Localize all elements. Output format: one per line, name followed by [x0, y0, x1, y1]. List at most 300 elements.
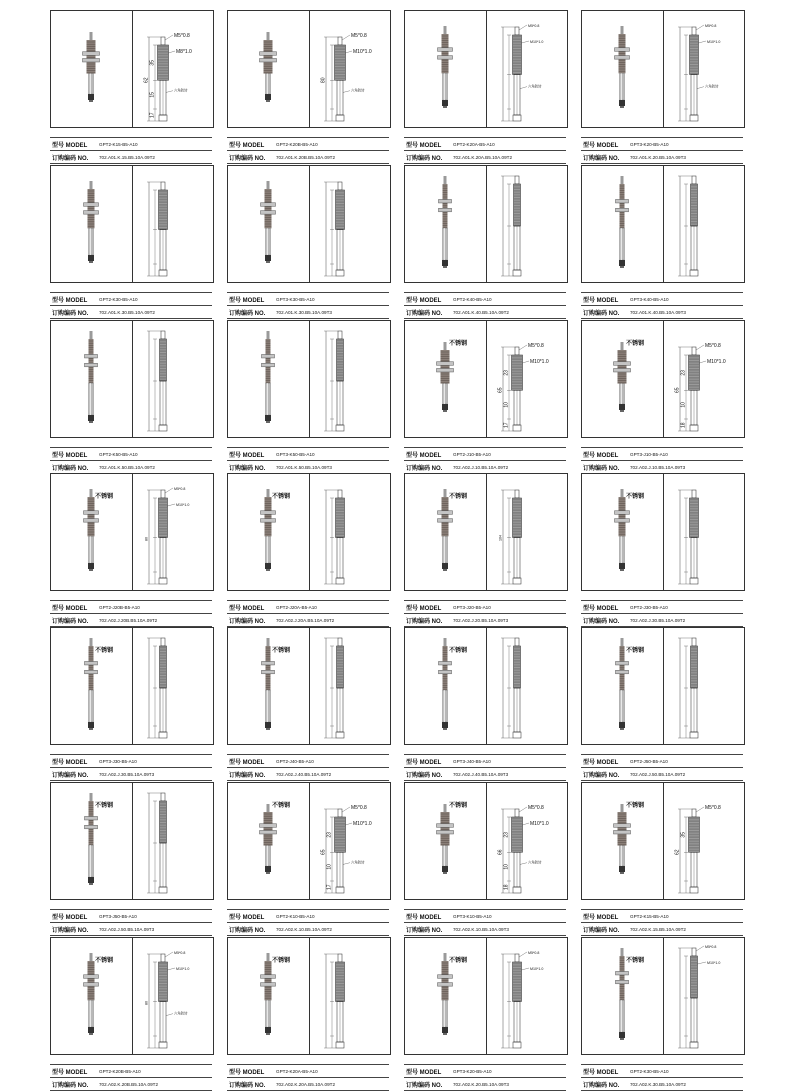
order-label: 订购编码 NO. [229, 927, 266, 934]
model-label: 型号 MODEL [52, 914, 88, 921]
probe-photo-panel [405, 783, 486, 899]
probe-photo [85, 331, 98, 423]
order-label: 订购编码 NO. [406, 618, 443, 625]
technical-drawing [324, 638, 344, 738]
technical-drawing [675, 805, 722, 893]
tip-thread-label: M5*0.8 [705, 24, 717, 28]
order-value: 702.A01.K.20.B5.10A.09T3 [630, 154, 686, 160]
order-number-row [581, 614, 743, 627]
model-value: GPT2-J30-B5-A10 [630, 604, 668, 610]
model-value: GPT3-J30-B5-A10 [99, 758, 137, 764]
model-value: GPT2-J40-B5-A10 [276, 758, 314, 764]
probe-photo-panel [405, 474, 486, 590]
technical-drawing [498, 343, 549, 431]
model-row [227, 137, 389, 151]
tip-thread-label: M5*0.8 [528, 805, 544, 811]
model-row [581, 909, 743, 923]
order-label: 订购编码 NO. [52, 1082, 89, 1089]
model-value: GPT2-J10-B5-A10 [453, 451, 491, 457]
model-row [227, 292, 389, 306]
order-value: 702.A01.K.30.B5.10A.09T3 [276, 309, 332, 315]
order-label: 订购编码 NO. [52, 310, 89, 317]
probe-photo-panel [228, 11, 309, 127]
tip-thread-label: M5*0.8 [174, 487, 186, 491]
hex-label: 六角防转 [528, 84, 542, 89]
product-info-table [404, 137, 566, 164]
order-value: 702.A01.K.30.B5.10A.09T2 [99, 309, 155, 315]
order-label: 订购编码 NO. [229, 465, 266, 472]
technical-drawing-panel [133, 783, 213, 899]
material-label: 不锈钢 [95, 648, 114, 654]
probe-photo [615, 489, 630, 571]
total-length-label: 62 [143, 77, 150, 83]
hex-label: 六角防转 [351, 88, 365, 93]
dim-1-label: 23 [503, 370, 510, 376]
technical-drawing-panel [487, 474, 567, 590]
model-label: 型号 MODEL [406, 452, 442, 459]
order-number-row [227, 923, 389, 936]
probe-photo [437, 342, 454, 412]
product-info-table [227, 909, 389, 936]
model-row [227, 1064, 389, 1078]
tip-thread-label: M5*0.8 [705, 805, 721, 811]
dim-3-label: 17 [149, 112, 156, 118]
total-length-label: 65 [497, 387, 504, 393]
probe-photo [439, 176, 452, 268]
probe-photo-panel [405, 166, 486, 282]
order-number-row [227, 768, 389, 781]
dim-1-label: 23 [503, 832, 510, 838]
order-value: 702.A02.J.10.B5.10A.09T2 [453, 464, 509, 470]
order-label: 订购编码 NO. [583, 310, 620, 317]
product-info-table [581, 137, 743, 164]
order-value: 702.A02.K.10.B5.10A.09T2 [276, 926, 332, 932]
product-image-frame [404, 782, 568, 900]
body-thread-label: M10*1.0 [707, 961, 721, 965]
material-label: 不锈钢 [626, 341, 645, 347]
total-length-label: 65 [320, 849, 327, 855]
order-number-row [227, 151, 389, 164]
dim-3-label: 17 [503, 422, 510, 428]
total-length-label: 66 [497, 849, 504, 855]
model-value: GPT3-J20-B5-A10 [453, 604, 491, 610]
probe-photo-panel [582, 783, 663, 899]
order-value: 702.A02.K.10.B5.10A.09T3 [453, 926, 509, 932]
technical-drawing-panel [310, 321, 390, 437]
material-label: 不锈钢 [449, 958, 468, 964]
technical-drawing [321, 805, 372, 893]
probe-photo-panel [51, 783, 132, 899]
probe-photo-panel [51, 11, 132, 127]
probe-photo-panel [51, 628, 132, 744]
technical-drawing-panel [487, 938, 567, 1054]
model-label: 型号 MODEL [229, 452, 265, 459]
tip-thread-label: M5*0.8 [528, 24, 540, 28]
model-row [581, 600, 743, 614]
product-info-table [50, 754, 212, 781]
technical-drawing [147, 793, 167, 893]
product-image-frame [404, 937, 568, 1055]
product-info-table [581, 600, 743, 627]
product-image-frame [227, 165, 391, 283]
order-value: 702.A01.K.40.B5.10A.09T3 [630, 309, 686, 315]
product-info-table [227, 137, 389, 164]
product-image-frame [581, 782, 745, 900]
order-label: 订购编码 NO. [406, 1082, 443, 1089]
model-label: 型号 MODEL [229, 759, 265, 766]
model-row [50, 137, 212, 151]
model-value: GPT3-K20-B5-A10 [453, 1068, 492, 1074]
body-thread-label: M10*1.0 [353, 49, 372, 55]
order-label: 订购编码 NO. [52, 927, 89, 934]
product-info-table [404, 1064, 566, 1091]
product-info-table [581, 909, 743, 936]
tip-thread-label: M5*0.8 [528, 951, 540, 955]
probe-photo-panel [582, 321, 663, 437]
model-value: GPT3-K30-B5-A10 [276, 296, 315, 302]
technical-drawing-panel [664, 166, 744, 282]
technical-drawing [501, 638, 521, 738]
technical-drawing-panel [133, 166, 213, 282]
model-row [50, 292, 212, 306]
order-label: 订购编码 NO. [229, 310, 266, 317]
order-label: 订购编码 NO. [406, 310, 443, 317]
product-image-frame [50, 937, 214, 1055]
model-label: 型号 MODEL [583, 914, 619, 921]
technical-drawing-panel [310, 628, 390, 744]
product-image-frame [404, 10, 568, 128]
model-value: GPT3-K20-B5-A10 [630, 141, 669, 147]
model-label: 型号 MODEL [52, 297, 88, 304]
probe-photo-panel [582, 628, 663, 744]
model-value: GPT3-K50-B5-A10 [276, 451, 315, 457]
material-label: 不锈钢 [95, 494, 114, 500]
order-value: 702.A02.J.10.B5.10A.09T3 [630, 464, 686, 470]
model-label: 型号 MODEL [406, 142, 442, 149]
dim-2-label: 15 [149, 92, 156, 98]
probe-photo-panel [228, 628, 309, 744]
order-number-row [404, 1078, 566, 1091]
technical-drawing-panel [310, 166, 390, 282]
technical-drawing [147, 182, 168, 276]
product-image-frame [227, 473, 391, 591]
model-label: 型号 MODEL [583, 605, 619, 612]
technical-drawing [678, 638, 698, 738]
technical-drawing-panel [487, 628, 567, 744]
model-label: 型号 MODEL [583, 297, 619, 304]
order-label: 订购编码 NO. [52, 465, 89, 472]
model-row [581, 1064, 743, 1078]
model-label: 型号 MODEL [583, 759, 619, 766]
model-row [227, 909, 389, 923]
technical-drawing-panel [133, 938, 213, 1054]
model-value: GPT2-K40-B5-A10 [453, 296, 492, 302]
order-label: 订购编码 NO. [406, 772, 443, 779]
model-value: GPT2-K20B-B5-A10 [99, 1068, 141, 1074]
order-number-row [581, 923, 743, 936]
order-label: 订购编码 NO. [52, 618, 89, 625]
model-value: GPT2-J50-B5-A10 [630, 758, 668, 764]
product-info-table [581, 754, 743, 781]
technical-drawing-panel [310, 474, 390, 590]
technical-drawing [324, 490, 345, 584]
model-row [404, 292, 566, 306]
product-info-table [404, 447, 566, 474]
model-row [581, 447, 743, 461]
total-length-label: 80 [144, 537, 149, 541]
order-label: 订购编码 NO. [52, 772, 89, 779]
dim-2-label: 10 [503, 402, 510, 408]
model-label: 型号 MODEL [229, 605, 265, 612]
body-thread-label: M10*1.0 [530, 359, 549, 365]
technical-drawing [324, 331, 344, 431]
order-value: 702.A02.K.20A.B5.10A.09T2 [276, 1081, 335, 1087]
model-label: 型号 MODEL [406, 759, 442, 766]
technical-drawing [321, 33, 372, 121]
order-value: 702.A01.K.20B.B5.10A.09T2 [276, 154, 335, 160]
product-info-table [404, 600, 566, 627]
dim-1-label: 35 [149, 60, 156, 66]
probe-photo-panel [51, 166, 132, 282]
material-label: 不锈钢 [449, 494, 468, 500]
technical-drawing-panel [487, 783, 567, 899]
model-value: GPT3-K40-B5-A10 [630, 296, 669, 302]
total-length-label: 80 [144, 1001, 149, 1005]
order-value: 702.A02.J.50.B5.10A.09T2 [630, 771, 686, 777]
order-value: 702.A02.J.20.B5.10A.09T3 [453, 617, 509, 623]
order-label: 订购编码 NO. [406, 927, 443, 934]
product-image-frame [404, 165, 568, 283]
technical-drawing-panel [133, 474, 213, 590]
model-row [581, 137, 743, 151]
model-row [50, 1064, 212, 1078]
product-info-table [227, 1064, 389, 1091]
model-label: 型号 MODEL [406, 297, 442, 304]
tip-thread-label: M5*0.8 [705, 945, 717, 949]
model-row [404, 600, 566, 614]
probe-photo-panel [582, 11, 663, 127]
probe-photo-panel [228, 166, 309, 282]
dim-3-label: 18 [680, 422, 687, 428]
order-value: 702.A01.K.50.B5.10A.09T3 [276, 464, 332, 470]
model-label: 型号 MODEL [406, 605, 442, 612]
technical-drawing [324, 182, 345, 276]
technical-drawing [145, 951, 190, 1048]
total-length-label: 65 [674, 387, 681, 393]
product-info-table [50, 1064, 212, 1091]
product-info-table [227, 292, 389, 319]
product-image-frame [50, 10, 214, 128]
product-image-frame [581, 165, 745, 283]
order-value: 702.A02.J.30.B5.10A.09T3 [99, 771, 155, 777]
probe-photo [261, 489, 276, 571]
product-info-table [581, 447, 743, 474]
body-thread-label: M10*1.0 [176, 967, 190, 971]
probe-photo-panel [405, 321, 486, 437]
probe-photo-panel [405, 628, 486, 744]
dim-1-label: 23 [680, 370, 687, 376]
order-number-row [581, 1078, 743, 1091]
model-label: 型号 MODEL [229, 1069, 265, 1076]
model-label: 型号 MODEL [583, 452, 619, 459]
probe-photo [262, 331, 275, 423]
model-row [404, 909, 566, 923]
product-image-frame [404, 473, 568, 591]
probe-photo [437, 804, 454, 874]
material-label: 不锈钢 [449, 648, 468, 654]
model-row [404, 754, 566, 768]
dim-2-label: 10 [680, 402, 687, 408]
model-value: GPT2-K30-B5-A10 [630, 1068, 669, 1074]
order-number-row [581, 306, 743, 319]
model-row [50, 909, 212, 923]
product-image-frame [50, 627, 214, 745]
probe-photo [616, 176, 629, 268]
material-label: 不锈钢 [272, 494, 291, 500]
technical-drawing [147, 638, 167, 738]
model-label: 型号 MODEL [406, 914, 442, 921]
model-value: GPT2-K30-B5-A10 [99, 296, 138, 302]
order-number-row [50, 151, 212, 164]
material-label: 不锈钢 [626, 803, 645, 809]
product-image-frame [581, 937, 745, 1055]
technical-drawing [324, 954, 345, 1048]
tip-thread-label: M5*0.8 [351, 33, 367, 39]
body-thread-label: M10*1.0 [707, 359, 726, 365]
model-label: 型号 MODEL [52, 605, 88, 612]
model-row [50, 754, 212, 768]
probe-photo [84, 489, 99, 571]
product-info-table [404, 909, 566, 936]
probe-photo [438, 953, 453, 1035]
probe-photo [261, 181, 276, 263]
product-image-frame [227, 782, 391, 900]
model-value: GPT3-K10-B5-A10 [453, 913, 492, 919]
model-label: 型号 MODEL [52, 452, 88, 459]
model-row [404, 137, 566, 151]
model-value: GPT2-K10-B5-A10 [276, 913, 315, 919]
order-label: 订购编码 NO. [583, 927, 620, 934]
product-image-frame [581, 10, 745, 128]
order-value: 702.A02.J.40.B5.10A.09T3 [453, 771, 509, 777]
probe-photo [614, 342, 631, 412]
model-value: GPT2-K20B-B5-A10 [276, 141, 318, 147]
probe-photo-panel [582, 938, 663, 1054]
model-label: 型号 MODEL [52, 142, 88, 149]
order-label: 订购编码 NO. [229, 1082, 266, 1089]
model-value: GPT2-K20A-B5-A10 [453, 141, 495, 147]
order-value: 702.A02.K.30.B5.10A.09T2 [630, 1081, 686, 1087]
order-value: 702.A01.K.50.B5.10A.09T2 [99, 464, 155, 470]
product-info-table [227, 600, 389, 627]
order-value: 702.A02.J.20A.B5.10A.09T2 [276, 617, 335, 623]
model-value: GPT3-J40-B5-A10 [453, 758, 491, 764]
order-label: 订购编码 NO. [229, 618, 266, 625]
dim-1-label: 35 [680, 832, 687, 838]
order-number-row [404, 614, 566, 627]
order-number-row [50, 306, 212, 319]
order-value: 702.A02.K.20B.B5.10A.09T2 [99, 1081, 158, 1087]
order-number-row [227, 306, 389, 319]
model-label: 型号 MODEL [583, 1069, 619, 1076]
model-value: GPT2-K50-B5-A10 [99, 451, 138, 457]
hex-label: 六角防转 [528, 860, 542, 865]
total-length-label: 80 [320, 77, 327, 83]
product-info-table [50, 909, 212, 936]
technical-drawing [678, 24, 720, 121]
probe-photo [615, 26, 630, 108]
material-label: 不锈钢 [272, 958, 291, 964]
product-image-frame [227, 937, 391, 1055]
product-info-table [50, 137, 212, 164]
dim-1-label: 23 [326, 832, 333, 838]
technical-drawing-panel [487, 321, 567, 437]
model-row [581, 754, 743, 768]
order-number-row [50, 614, 212, 627]
model-row [227, 447, 389, 461]
model-label: 型号 MODEL [229, 914, 265, 921]
probe-photo [83, 32, 100, 102]
model-value: GPT2-K15-B5-A10 [630, 913, 669, 919]
hex-label: 六角防转 [174, 1011, 188, 1016]
technical-drawing [678, 176, 698, 276]
technical-drawing [501, 24, 543, 121]
body-thread-label: M10*1.0 [707, 40, 721, 44]
order-value: 702.A02.K.15.B5.10A.09T2 [630, 926, 686, 932]
product-image-frame [227, 10, 391, 128]
product-image-frame [581, 320, 745, 438]
probe-photo [614, 804, 631, 874]
product-info-table [50, 600, 212, 627]
probe-photo [260, 32, 277, 102]
model-value: GPT2-K15-B5-A10 [99, 141, 138, 147]
order-number-row [404, 151, 566, 164]
probe-photo [261, 953, 276, 1035]
technical-drawing-panel [487, 11, 567, 127]
order-label: 订购编码 NO. [52, 155, 89, 162]
model-value: GPT2-K20A-B5-A10 [276, 1068, 318, 1074]
dim-2-label: 10 [326, 864, 333, 870]
order-number-row [227, 614, 389, 627]
technical-drawing [498, 805, 549, 893]
material-label: 不锈钢 [449, 341, 468, 347]
technical-drawing-panel [133, 628, 213, 744]
order-value: 702.A02.K.20.B5.10A.09T3 [453, 1081, 509, 1087]
order-label: 订购编码 NO. [229, 155, 266, 162]
probe-photo-panel [582, 166, 663, 282]
probe-photo-panel [51, 321, 132, 437]
technical-drawing [145, 487, 190, 584]
model-row [227, 754, 389, 768]
probe-photo [438, 489, 453, 571]
model-row [404, 1064, 566, 1078]
tip-thread-label: M5*0.8 [528, 343, 544, 349]
model-row [404, 447, 566, 461]
technical-drawing-panel [310, 11, 390, 127]
order-value: 702.A01.K.20A.B5.10A.09T2 [453, 154, 512, 160]
order-value: 702.A02.J.30.B5.10A.09T2 [630, 617, 686, 623]
order-label: 订购编码 NO. [583, 155, 620, 162]
tip-thread-label: M5*0.8 [174, 951, 186, 955]
product-info-table [581, 1064, 743, 1091]
body-thread-label: M10*1.0 [176, 503, 190, 507]
model-row [581, 292, 743, 306]
tip-thread-label: M5*0.8 [705, 343, 721, 349]
product-image-frame [50, 320, 214, 438]
total-length-label: 62 [674, 849, 681, 855]
material-label: 不锈钢 [626, 958, 645, 964]
body-thread-label: M10*1.0 [353, 821, 372, 827]
